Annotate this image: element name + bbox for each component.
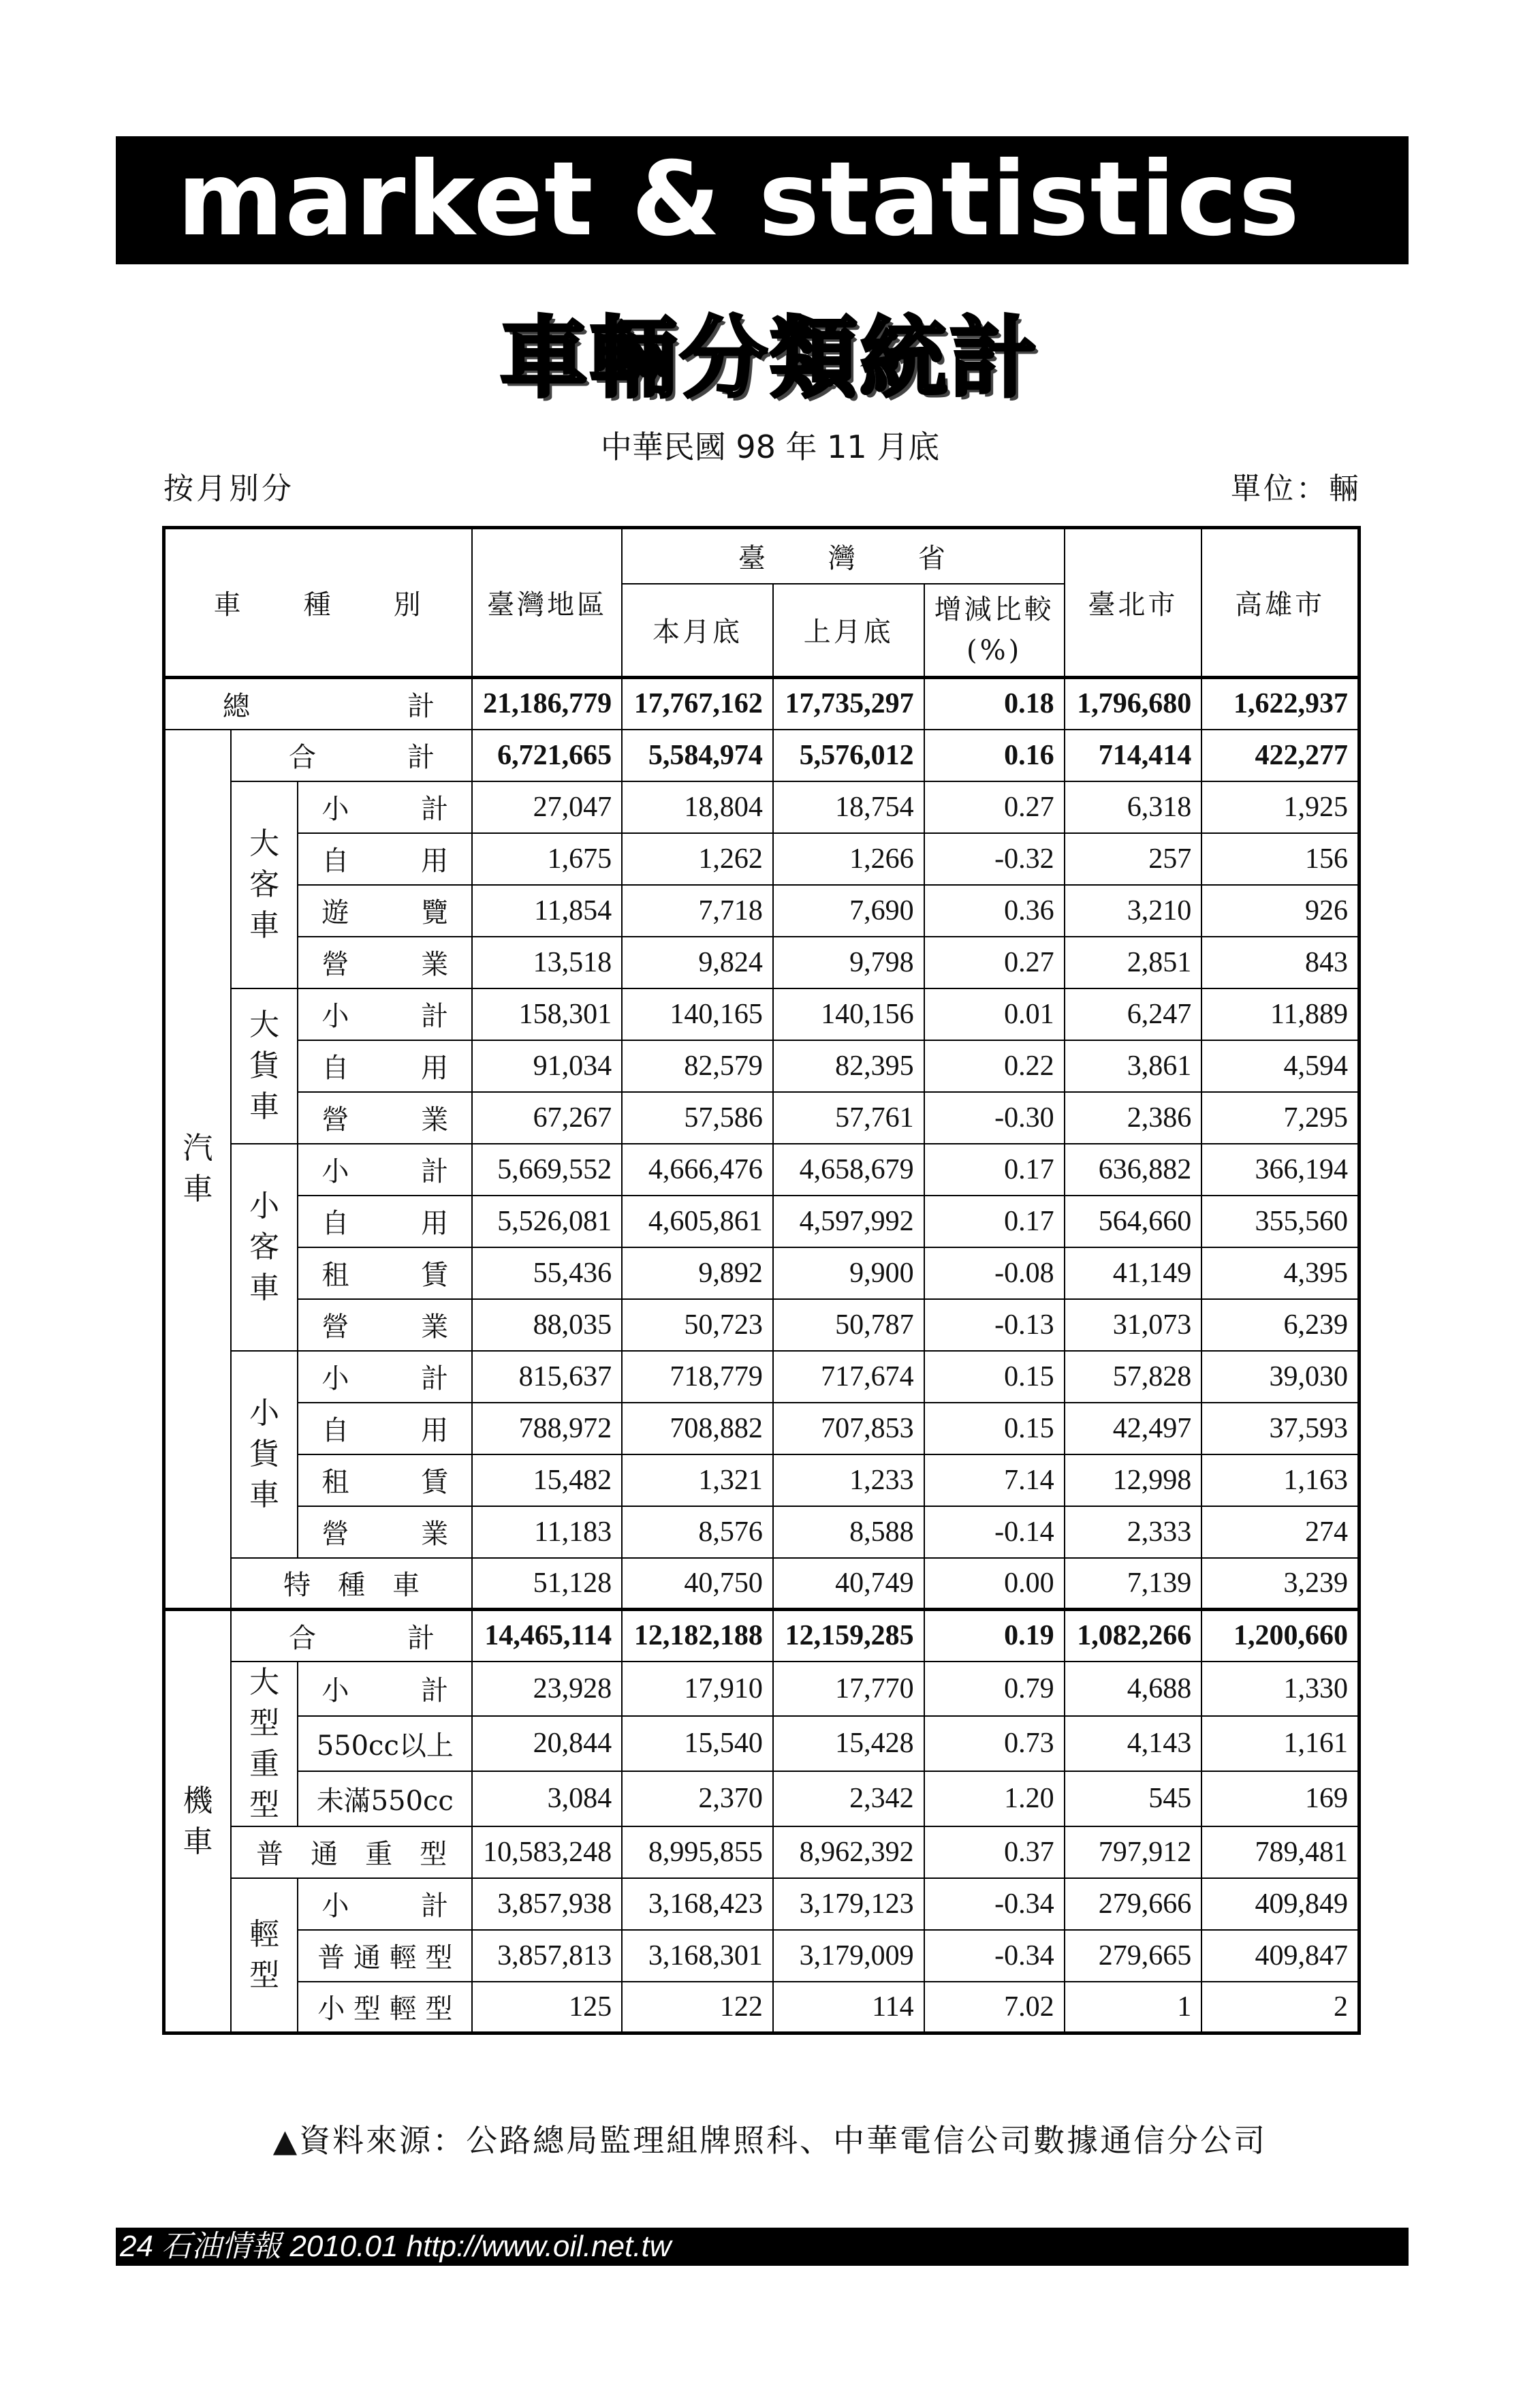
label-text: 業 <box>421 1518 449 1550</box>
label-text: 小 <box>321 1001 349 1032</box>
table-cell-value: 42,497 <box>1065 1403 1202 1454</box>
table-cell-value: 17,767,162 <box>622 678 773 730</box>
table-cell-value: 2,342 <box>773 1771 924 1826</box>
table-row <box>164 1878 1360 1930</box>
table-cell-value: 2 <box>1201 1982 1359 2033</box>
table-cell-value: 3,239 <box>1201 1558 1359 1610</box>
table-cell-label <box>298 988 472 1040</box>
table-cell-value: 57,586 <box>622 1092 773 1144</box>
header-taipei: 臺北市 <box>1065 528 1202 678</box>
vehicle-statistics-table <box>162 526 1361 2035</box>
row-label-moto-sum <box>231 1610 472 1662</box>
label-text: 營 <box>321 1518 349 1550</box>
table-cell-label <box>298 1092 472 1144</box>
table-row <box>164 1040 1360 1092</box>
table-cell-label <box>298 1351 472 1403</box>
label-text: 營 <box>321 1104 349 1136</box>
table-cell-value: 5,526,081 <box>472 1196 622 1247</box>
label-text: 業 <box>421 949 449 980</box>
label-text: 計 <box>407 690 435 722</box>
table-row <box>164 730 1360 781</box>
table-cell-value: -0.34 <box>924 1930 1065 1982</box>
table-cell-label <box>298 1299 472 1351</box>
table-cell-value: 3,179,009 <box>773 1930 924 1982</box>
data-source-note: ▲資料來源：公路總局監理組牌照科、中華電信公司數據通信分公司 <box>272 2122 1268 2159</box>
table-cell-value: 82,579 <box>622 1040 773 1092</box>
label-text: 租 <box>321 1260 349 1291</box>
table-cell-value: 57,828 <box>1065 1351 1202 1403</box>
label-text: 合 <box>288 1622 316 1654</box>
table-cell-value: 20,844 <box>472 1716 622 1771</box>
table-cell-value: 0.16 <box>924 730 1065 781</box>
label-text: 計 <box>407 1622 435 1654</box>
table-row <box>164 1771 1360 1826</box>
table-cell-value: 0.00 <box>924 1558 1065 1610</box>
table-cell-value: 4,594 <box>1201 1040 1359 1092</box>
table-cell-value: 50,787 <box>773 1299 924 1351</box>
header-change-label: 增減比較 <box>934 593 1054 625</box>
table-cell-value: 9,892 <box>622 1247 773 1299</box>
label-text: 覽 <box>421 897 449 929</box>
label-text: 總 <box>223 690 250 722</box>
table-cell-value: 545 <box>1065 1771 1202 1826</box>
table-cell-value: 13,518 <box>472 937 622 988</box>
table-cell-value: -0.14 <box>924 1506 1065 1558</box>
date-line: 中華民國 98 年 11 月底 <box>600 428 940 465</box>
table-cell-value: 11,854 <box>472 885 622 937</box>
table-cell-value: 9,900 <box>773 1247 924 1299</box>
table-cell-label <box>298 1662 472 1717</box>
table-cell-value: 1,266 <box>773 833 924 885</box>
table-cell-value: 6,318 <box>1065 781 1202 833</box>
table-cell-value: 169 <box>1201 1771 1359 1826</box>
table-cell-value: 0.19 <box>924 1610 1065 1662</box>
table-row <box>164 1930 1360 1982</box>
table-cell-value: 0.27 <box>924 937 1065 988</box>
table-cell-value: 122 <box>622 1982 773 2033</box>
table-row <box>164 1716 1360 1771</box>
table-cell-value: 0.15 <box>924 1403 1065 1454</box>
table-cell-value: 4,666,476 <box>622 1144 773 1196</box>
table-cell-value: 1,161 <box>1201 1716 1359 1771</box>
header-taiwan-province: 臺 灣 省 <box>622 528 1065 584</box>
section-banner <box>116 136 1409 264</box>
table-cell-value: 82,395 <box>773 1040 924 1092</box>
table-cell-value: 0.17 <box>924 1196 1065 1247</box>
table-cell-value: -0.30 <box>924 1092 1065 1144</box>
label-text: 小客車 <box>249 1188 280 1305</box>
table-cell-value: 11,889 <box>1201 988 1359 1040</box>
table-row <box>164 1247 1360 1299</box>
label-text: 用 <box>421 1053 449 1084</box>
label-text: 汽 車 <box>183 1130 243 1206</box>
row-label-total <box>164 678 473 730</box>
label-text: 合 <box>288 742 316 773</box>
table-cell-value: 409,849 <box>1201 1878 1359 1930</box>
table-cell-value: 1,675 <box>472 833 622 885</box>
label-text: 自 <box>321 1208 349 1239</box>
table-cell-value: 0.01 <box>924 988 1065 1040</box>
label-text: 自 <box>321 1053 349 1084</box>
table-cell-value: 789,481 <box>1201 1826 1359 1878</box>
table-cell-label <box>298 1040 472 1092</box>
table-cell-value: 114 <box>773 1982 924 2033</box>
header-change <box>924 584 1065 678</box>
page-footer <box>116 2228 1409 2266</box>
table-cell-label <box>298 1144 472 1196</box>
table-row <box>164 988 1360 1040</box>
table-cell-value: 88,035 <box>472 1299 622 1351</box>
table-row <box>164 1506 1360 1558</box>
table-row <box>164 1662 1360 1717</box>
table-cell-value: 3,084 <box>472 1771 622 1826</box>
table-cell-value: 7,295 <box>1201 1092 1359 1144</box>
label-text: 計 <box>421 794 449 825</box>
table-cell-value: 788,972 <box>472 1403 622 1454</box>
table-cell-value: 7.02 <box>924 1982 1065 2033</box>
label-text: 自 <box>321 1415 349 1446</box>
table-cell-value: 140,156 <box>773 988 924 1040</box>
table-cell-value: 156 <box>1201 833 1359 885</box>
table-cell-label: 550cc以上 <box>298 1716 472 1771</box>
table-cell-value: 12,182,188 <box>622 1610 773 1662</box>
table-cell-value: 1,796,680 <box>1065 678 1202 730</box>
footer-text: 24 石油情報 2010.01 http://www.oil.net.tw <box>120 2230 672 2263</box>
table-cell-value: 8,588 <box>773 1506 924 1558</box>
table-row <box>164 1558 1360 1610</box>
table-row <box>164 1299 1360 1351</box>
group-label-car <box>164 730 243 1610</box>
grouping-note: 按月別分 <box>163 471 294 506</box>
label-text: 機 車 <box>183 1783 243 1859</box>
table-cell-label <box>298 1403 472 1454</box>
table-cell-value: 636,882 <box>1065 1144 1202 1196</box>
table-cell-value: 37,593 <box>1201 1403 1359 1454</box>
label-text: 營 <box>321 949 349 980</box>
table-row <box>164 833 1360 885</box>
table-cell-value: 6,247 <box>1065 988 1202 1040</box>
table-cell-value: 1.20 <box>924 1771 1065 1826</box>
table-cell-value: 8,576 <box>622 1506 773 1558</box>
table-cell-value: 0.18 <box>924 678 1065 730</box>
table-cell-label <box>298 937 472 988</box>
table-cell-value: 51,128 <box>472 1558 622 1610</box>
table-cell-value: 31,073 <box>1065 1299 1202 1351</box>
table-cell-value: 4,658,679 <box>773 1144 924 1196</box>
table-row <box>164 678 1360 730</box>
table-row <box>164 1092 1360 1144</box>
label-text: 小 <box>321 794 349 825</box>
table-cell-value: 0.27 <box>924 781 1065 833</box>
table-cell-label <box>298 1878 472 1930</box>
group-label-small-truck <box>231 1351 298 1558</box>
table-cell-value: 7.14 <box>924 1454 1065 1506</box>
table-cell-value: 926 <box>1201 885 1359 937</box>
table-cell-value: 2,333 <box>1065 1506 1202 1558</box>
table-cell-value: 3,857,813 <box>472 1930 622 1982</box>
table-row <box>164 1826 1360 1878</box>
label-text: 計 <box>421 1001 449 1032</box>
table-cell-value: 1,622,937 <box>1201 678 1359 730</box>
label-text: 計 <box>421 1363 449 1394</box>
table-cell-value: 5,669,552 <box>472 1144 622 1196</box>
table-cell-value: 15,540 <box>622 1716 773 1771</box>
table-cell-value: 39,030 <box>1201 1351 1359 1403</box>
label-text: 用 <box>421 845 449 877</box>
header-row-1 <box>164 528 1360 584</box>
table-cell-value: 0.79 <box>924 1662 1065 1717</box>
table-row <box>164 937 1360 988</box>
table-cell-value: 0.73 <box>924 1716 1065 1771</box>
table-cell-value: 50,723 <box>622 1299 773 1351</box>
label-text: 自 <box>321 845 349 877</box>
label-text: 小 <box>321 1156 349 1187</box>
table-cell-value: 27,047 <box>472 781 622 833</box>
label-text: 租 <box>321 1467 349 1498</box>
table-cell-value: 6,721,665 <box>472 730 622 781</box>
header-kaohsiung: 高雄市 <box>1201 528 1359 678</box>
table-cell-value: -0.32 <box>924 833 1065 885</box>
table-row <box>164 781 1360 833</box>
table-cell-value: 717,674 <box>773 1351 924 1403</box>
table-cell-value: 9,824 <box>622 937 773 988</box>
table-cell-value: 3,210 <box>1065 885 1202 937</box>
table-cell-value: 366,194 <box>1201 1144 1359 1196</box>
label-text: 大客車 <box>249 826 280 943</box>
table-cell-value: 55,436 <box>472 1247 622 1299</box>
label-text: 大貨車 <box>249 1007 280 1124</box>
table-cell-value: 7,718 <box>622 885 773 937</box>
table-cell-value: 11,183 <box>472 1506 622 1558</box>
label-text: 賃 <box>421 1467 449 1498</box>
table-cell-value: 15,428 <box>773 1716 924 1771</box>
table-cell-value: 6,239 <box>1201 1299 1359 1351</box>
table-cell-value: 5,576,012 <box>773 730 924 781</box>
table-cell-value: 279,665 <box>1065 1930 1202 1982</box>
table-cell-value: 9,798 <box>773 937 924 988</box>
table-cell-value: 18,804 <box>622 781 773 833</box>
table-cell-value: 158,301 <box>472 988 622 1040</box>
table-cell-value: 2,370 <box>622 1771 773 1826</box>
group-label-motorcycle <box>164 1610 243 2033</box>
page-title: 車輛分類統計 <box>500 308 1040 409</box>
table-cell-value: 2,386 <box>1065 1092 1202 1144</box>
table-cell-value: 1,233 <box>773 1454 924 1506</box>
table-cell-value: 1,262 <box>622 833 773 885</box>
table-cell-value: 23,928 <box>472 1662 622 1717</box>
table-cell-value: 1,330 <box>1201 1662 1359 1717</box>
table-cell-value: 8,962,392 <box>773 1826 924 1878</box>
table-cell-value: 564,660 <box>1065 1196 1202 1247</box>
label-text: 業 <box>421 1104 449 1136</box>
label-text: 賃 <box>421 1260 449 1291</box>
table-cell-value: 18,754 <box>773 781 924 833</box>
table-cell-value: -0.13 <box>924 1299 1065 1351</box>
table-cell-value: 4,597,992 <box>773 1196 924 1247</box>
table-cell-value: 12,998 <box>1065 1454 1202 1506</box>
table-cell-value: 125 <box>472 1982 622 2033</box>
table-cell-value: 15,482 <box>472 1454 622 1506</box>
table-cell-label <box>298 885 472 937</box>
table-cell-value: 140,165 <box>622 988 773 1040</box>
table-row <box>164 1610 1360 1662</box>
row-label-car-sum <box>231 730 472 781</box>
table-cell-value: 3,179,123 <box>773 1878 924 1930</box>
table-cell-label <box>298 1196 472 1247</box>
label-text: 輕型 <box>249 1916 280 1993</box>
table-cell-value: 0.15 <box>924 1351 1065 1403</box>
table-cell-value: 3,857,938 <box>472 1878 622 1930</box>
table-row <box>164 1982 1360 2033</box>
table-cell-value: 40,750 <box>622 1558 773 1610</box>
table-cell-value: 3,861 <box>1065 1040 1202 1092</box>
table-cell-value: 57,761 <box>773 1092 924 1144</box>
table-cell-value: 0.36 <box>924 885 1065 937</box>
table-cell-value: 3,168,423 <box>622 1878 773 1930</box>
table-cell-value: 274 <box>1201 1506 1359 1558</box>
table-cell-label <box>298 781 472 833</box>
unit-note: 單位：輛 <box>1231 471 1362 506</box>
table-row <box>164 1196 1360 1247</box>
table-cell-value: 1,082,266 <box>1065 1610 1202 1662</box>
table-cell-value: 708,882 <box>622 1403 773 1454</box>
table-cell-label: 未滿550cc <box>298 1771 472 1826</box>
label-text: 小 <box>321 1890 349 1922</box>
header-taiwan-area: 臺灣地區 <box>472 528 622 678</box>
header-change-unit: (%) <box>966 634 1022 666</box>
table-cell-value: 0.37 <box>924 1826 1065 1878</box>
header-vehicle-type: 車 種 別 <box>164 528 473 678</box>
table-cell-value: 409,847 <box>1201 1930 1359 1982</box>
label-text: 營 <box>321 1311 349 1343</box>
table-cell-value: 0.22 <box>924 1040 1065 1092</box>
label-text: 計 <box>421 1675 449 1707</box>
label-text: 計 <box>421 1890 449 1922</box>
table-cell-value: 91,034 <box>472 1040 622 1092</box>
table-cell-value: 17,735,297 <box>773 678 924 730</box>
label-text: 遊 <box>321 897 349 929</box>
table-cell-value: 4,395 <box>1201 1247 1359 1299</box>
table-cell-value: 355,560 <box>1201 1196 1359 1247</box>
table-cell-value: 67,267 <box>472 1092 622 1144</box>
table-cell-value: -0.34 <box>924 1878 1065 1930</box>
table-cell-value: 3,168,301 <box>622 1930 773 1982</box>
table-cell-value: 17,910 <box>622 1662 773 1717</box>
table-cell-value: 41,149 <box>1065 1247 1202 1299</box>
table-cell-label: 普 通 輕 型 <box>298 1930 472 1982</box>
table-cell-label <box>298 1506 472 1558</box>
table-cell-value: 7,139 <box>1065 1558 1202 1610</box>
row-label-ordinary-heavy: 普 通 重 型 <box>231 1826 472 1878</box>
table-cell-value: 1,321 <box>622 1454 773 1506</box>
table-cell-value: 4,605,861 <box>622 1196 773 1247</box>
label-text: 小 <box>321 1675 349 1707</box>
table-row <box>164 1351 1360 1403</box>
table-cell-value: -0.08 <box>924 1247 1065 1299</box>
header-last-month: 上月底 <box>773 584 924 678</box>
table-cell-value: 422,277 <box>1201 730 1359 781</box>
label-text: 用 <box>421 1415 449 1446</box>
table-cell-value: 7,690 <box>773 885 924 937</box>
row-label-special: 特 種 車 <box>231 1558 472 1610</box>
table-cell-label <box>298 1247 472 1299</box>
label-text: 用 <box>421 1208 449 1239</box>
label-text: 小 <box>321 1363 349 1394</box>
group-label-small-car <box>231 1144 298 1351</box>
table-cell-label <box>298 833 472 885</box>
table-cell-value: 0.17 <box>924 1144 1065 1196</box>
group-label-light <box>231 1878 298 2033</box>
table-cell-label: 小 型 輕 型 <box>298 1982 472 2033</box>
group-label-bus <box>231 781 298 988</box>
table-row <box>164 1454 1360 1506</box>
table-cell-value: 797,912 <box>1065 1826 1202 1878</box>
table-cell-value: 12,159,285 <box>773 1610 924 1662</box>
table-cell-label <box>298 1454 472 1506</box>
table-cell-value: 718,779 <box>622 1351 773 1403</box>
table-cell-value: 1,925 <box>1201 781 1359 833</box>
table-cell-value: 707,853 <box>773 1403 924 1454</box>
label-text: 小貨車 <box>249 1395 280 1512</box>
group-label-truck <box>231 988 298 1144</box>
table-cell-value: 1,200,660 <box>1201 1610 1359 1662</box>
header-this-month: 本月底 <box>622 584 773 678</box>
table-cell-value: 1 <box>1065 1982 1202 2033</box>
table-cell-value: 4,688 <box>1065 1662 1202 1717</box>
table-cell-value: 843 <box>1201 937 1359 988</box>
table-row <box>164 885 1360 937</box>
table-cell-value: 2,851 <box>1065 937 1202 988</box>
table-cell-value: 14,465,114 <box>472 1610 622 1662</box>
table-cell-value: 21,186,779 <box>472 678 622 730</box>
table-row <box>164 1144 1360 1196</box>
table-cell-value: 5,584,974 <box>622 730 773 781</box>
table-cell-value: 1,163 <box>1201 1454 1359 1506</box>
label-text: 大型重型 <box>249 1664 280 1822</box>
label-text: 計 <box>421 1156 449 1187</box>
table-cell-value: 4,143 <box>1065 1716 1202 1771</box>
table-cell-value: 40,749 <box>773 1558 924 1610</box>
table-row <box>164 1403 1360 1454</box>
table-cell-value: 257 <box>1065 833 1202 885</box>
table-cell-value: 815,637 <box>472 1351 622 1403</box>
banner-text: market & statistics <box>177 140 1301 259</box>
table-cell-value: 17,770 <box>773 1662 924 1717</box>
label-text: 業 <box>421 1311 449 1343</box>
table-cell-value: 10,583,248 <box>472 1826 622 1878</box>
table-cell-value: 8,995,855 <box>622 1826 773 1878</box>
label-text: 計 <box>407 742 435 773</box>
table-cell-value: 714,414 <box>1065 730 1202 781</box>
table-cell-value: 279,666 <box>1065 1878 1202 1930</box>
